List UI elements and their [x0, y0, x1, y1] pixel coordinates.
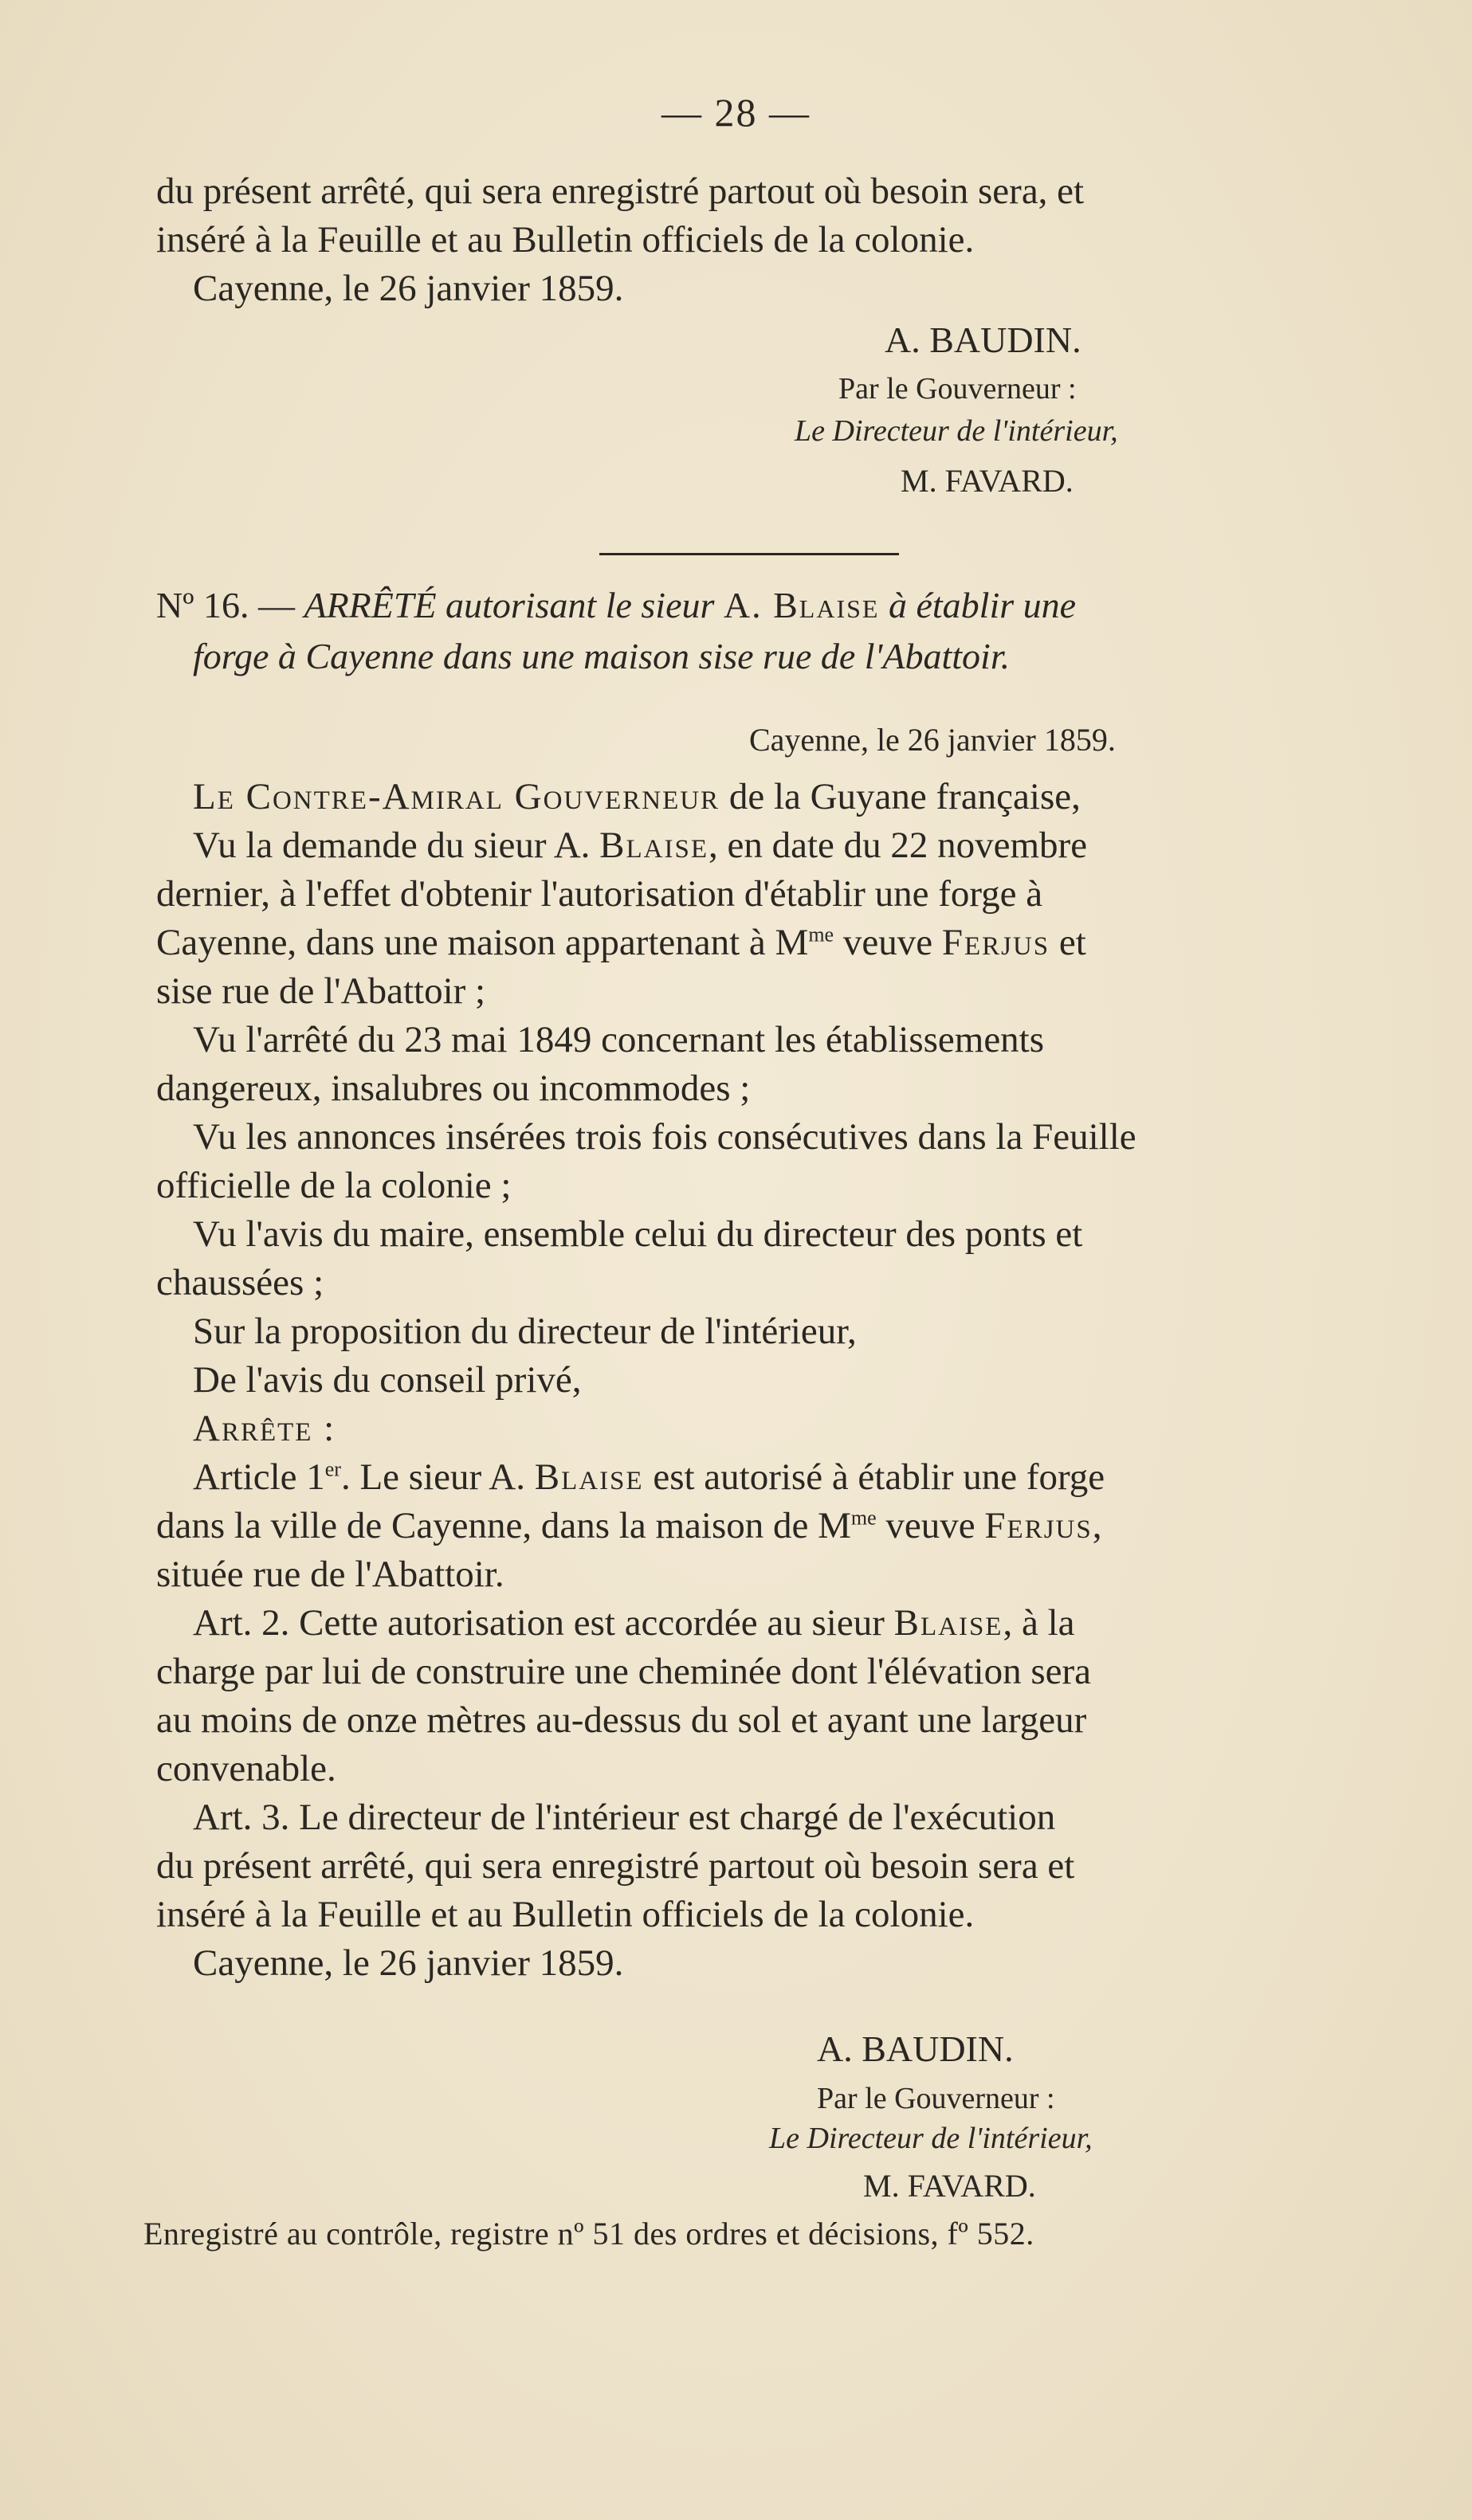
proposition-line: Sur la proposition du directeur de l'intérieur,	[193, 1311, 857, 1352]
dateline: Cayenne, le 26 janvier 1859.	[749, 722, 1116, 758]
article-line: inséré à la Feuille et au Bulletin officiels de la colonie.	[156, 1894, 975, 1935]
signature-by: Par le Gouverneur :	[817, 2082, 1055, 2115]
registration-note: Enregistré au contrôle, registre nº 51 des ordres et décisions, fº 552.	[143, 2216, 1034, 2252]
decree-body	[156, 773, 1352, 1988]
article-line: au moins de onze mètres au-dessus du sol et ayant une largeur	[156, 1699, 1087, 1741]
article-line: située rue de l'Abattoir.	[156, 1554, 504, 1595]
article-line: dans la ville de Cayenne, dans la maison de $M^{me}$ veuve Ferjus,	[156, 1505, 1102, 1546]
considerant-line: dangereux, insalubres ou incommodes ;	[156, 1068, 751, 1109]
person-name: Blaise	[599, 825, 709, 866]
person-name: Blaise	[534, 1456, 644, 1498]
article-line: Art. 3. Le directeur de l'intérieur est chargé de l'exécution	[193, 1797, 1056, 1838]
person-name: Ferjus	[984, 1505, 1093, 1546]
section-divider	[599, 553, 899, 555]
text-line: inséré à la Feuille et au Bulletin officiels de la colonie.	[156, 219, 975, 261]
considerant-line: Vu la demande du sieur A. Blaise, en date du 22 novembre	[193, 825, 1088, 866]
article-line: Article 1er. Le sieur A. Blaise est autorisé à établir une forge	[193, 1456, 1105, 1498]
considerant-line: dernier, à l'effet d'obtenir l'autorisation d'établir une forge à	[156, 873, 1043, 915]
intro-line: Le Contre-Amiral Gouverneur de la Guyane française,	[193, 776, 1081, 817]
considerant-line: Vu l'avis du maire, ensemble celui du directeur des ponts et	[193, 1213, 1083, 1255]
signature-by: Par le Gouverneur :	[838, 372, 1077, 406]
considerant-line: Vu l'arrêté du 23 mai 1849 concernant les établissements	[193, 1019, 1045, 1060]
countersignatory: M. FAVARD.	[901, 463, 1074, 499]
decree-title: ARRÊTÉ autorisant le sieur	[304, 585, 715, 625]
decree-heading	[156, 580, 1352, 682]
governor-title: Le Contre-Amiral Gouverneur	[193, 776, 720, 817]
place-date: Cayenne, le 26 janvier 1859.	[193, 268, 624, 309]
person-name: A. Blaise	[723, 585, 880, 625]
person-name: Ferjus	[941, 922, 1050, 963]
page-number: — 28 —	[661, 90, 811, 135]
signatory: A. BAUDIN.	[817, 2028, 1014, 2069]
previous-decree-ending	[156, 167, 1352, 313]
decree-number: Nº 16.	[156, 585, 249, 625]
person-name: Blaise	[893, 1602, 1003, 1644]
place-date: Cayenne, le 26 janvier 1859.	[193, 1942, 624, 1984]
article-line: charge par lui de construire une cheminée dont l'élévation sera	[156, 1651, 1091, 1692]
signature-role: Le Directeur de l'intérieur,	[769, 2122, 1093, 2155]
considerant-line: officielle de la colonie ;	[156, 1165, 512, 1206]
countersignatory: M. FAVARD.	[863, 2168, 1036, 2204]
text-line: du présent arrêté, qui sera enregistré partout où besoin sera, et	[156, 170, 1085, 212]
council-line: De l'avis du conseil privé,	[193, 1359, 582, 1401]
article-line: du présent arrêté, qui sera enregistré partout où besoin sera et	[156, 1845, 1075, 1887]
article-line: Art. 2. Cette autorisation est accordée au sieur Blaise, à la	[193, 1602, 1075, 1644]
signatory: A. BAUDIN.	[885, 319, 1081, 360]
signature-role: Le Directeur de l'intérieur,	[795, 414, 1118, 448]
arrete-heading: Arrête :	[193, 1408, 336, 1449]
considerant-line: Vu les annonces insérées trois fois consécutives dans la Feuille	[193, 1116, 1136, 1158]
article-line: convenable.	[156, 1748, 336, 1789]
decree-title: forge à Cayenne dans une maison sise rue de l'Abattoir.	[193, 636, 1011, 676]
considerant-line: sise rue de l'Abattoir ;	[156, 970, 486, 1012]
considerant-line: chaussées ;	[156, 1262, 324, 1303]
decree-title: à établir une	[888, 585, 1077, 625]
considerant-line: Cayenne, dans une maison appartenant à $M^{me}$ veuve Ferjus et	[156, 922, 1086, 963]
heading-dash: —	[257, 585, 295, 625]
